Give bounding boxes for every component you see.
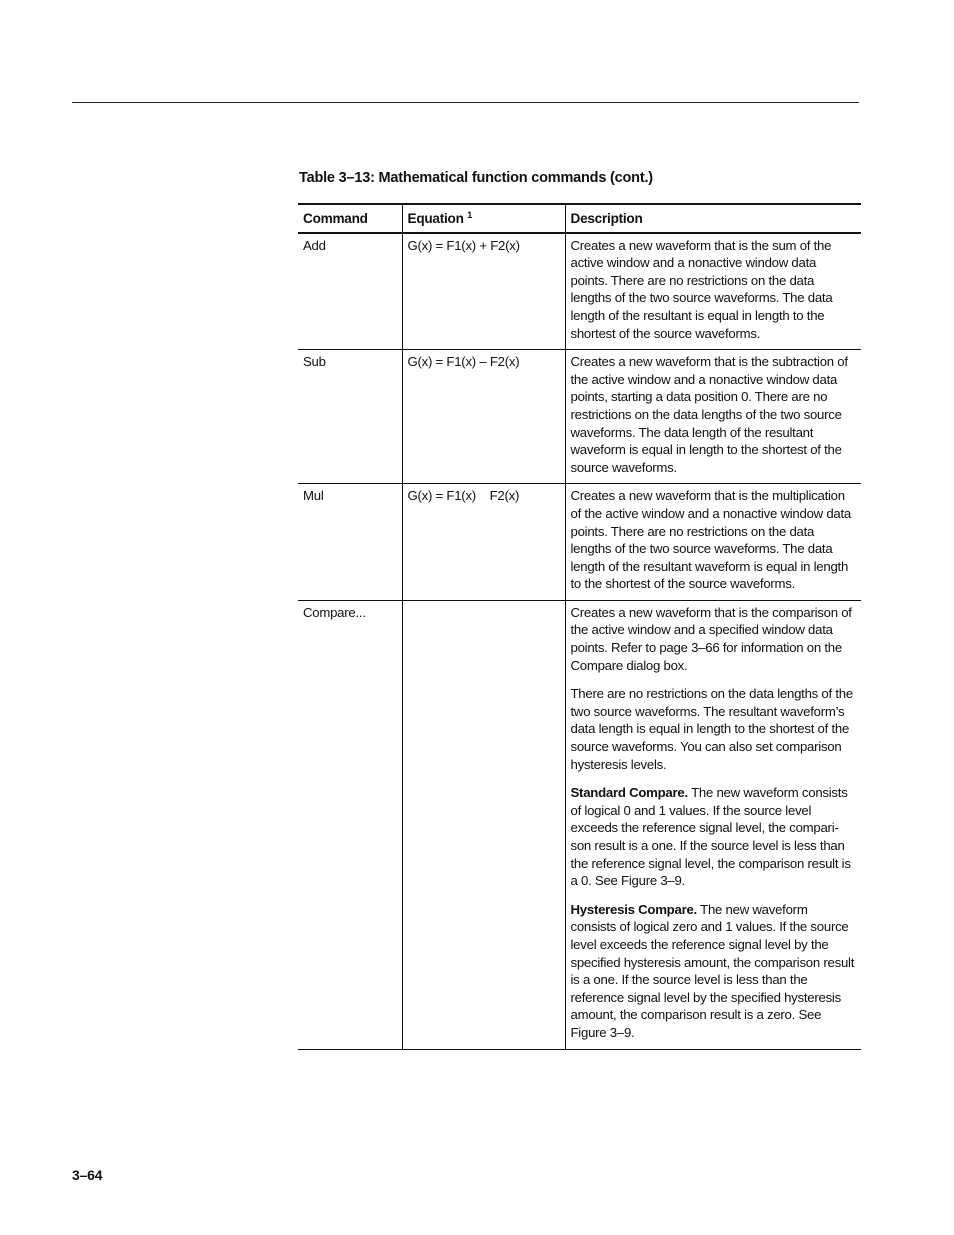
table-row [298,484,861,601]
command-cell: Compare... [298,600,402,1049]
description-paragraph [571,784,857,890]
description-text: The new waveform consists of logical zero and 1 values. If the source level exceeds the reference signal level by the specified hysteresis amount, the comparison result is a one. If the source level is less than the reference signal level by the specified hysteresis amount, the comparison result is a zero. See Figure 3–9. [570,901,855,1040]
command-cell: Mul [298,484,402,601]
header-equation [402,204,565,233]
table-row [298,350,861,484]
description-text: Creates a new waveform that is the comparison of the active window and a specified window data points. Refer to page 3–66 for information on the Compare dialog box. [570,604,852,673]
equation-cell: G(x) = F1(x) F2(x) [402,484,565,601]
equation-cell: G(x) = F1(x) + F2(x) [402,233,565,350]
description-cell [565,233,861,350]
table-body [298,233,861,1049]
description-text: Creates a new waveform that is the multiplication of the active window and a nonactive window data points. There are no restrictions on the data lengths of the two source waveforms. The data length of the resultant waveform is equal in length to the shortest of the source waveforms. [570,488,852,592]
table-row [298,600,861,1049]
description-paragraph [571,901,857,1042]
description-text: Creates a new waveform that is the subtraction of the active window and a nonactive window data points, starting a data position 0. There are no restrictions on the data lengths of the two source waveforms. The data length of the resultant waveform is equal in length to the shortest of the source waveforms. [570,354,848,475]
description-cell [565,350,861,484]
table-row [298,233,861,350]
footnote-marker: 1 [467,210,472,220]
equation-cell: G(x) = F1(x) – F2(x) [402,350,565,484]
description-paragraph [571,685,857,773]
commands-table-container [298,203,861,1050]
command-cell: Add [298,233,402,350]
description-text: There are no restrictions on the data lengths of the two source waveforms. The resultant waveform’s data length is equal in length to the shortest of the source waveforms. You can also set comparison hysteresis levels. [570,686,853,772]
page-number: 3–64 [72,1167,103,1183]
header-rule [72,102,859,103]
equation-cell [402,600,565,1049]
commands-table [298,203,861,1050]
header-command: Command [303,211,368,226]
description-cell [565,484,861,601]
description-lead: Hysteresis Compare. [570,901,697,917]
description-paragraph [571,604,857,674]
description-paragraph [571,237,857,343]
description-lead: Standard Compare. [570,785,688,801]
description-cell [565,600,861,1049]
table-header-row [298,204,861,233]
command-cell: Sub [298,350,402,484]
description-paragraph [571,353,857,476]
table-caption: Table 3–13: Mathematical function commands (cont.) [299,170,653,186]
header-equation-label: Equation [407,211,464,226]
description-text: The new waveform consists of logical 0 and 1 values. If the source level exceeds the reference signal level, the compari-son result is a one. If the source level is less than the reference signal level, the comparison result is a 0. See Figure 3–9. [570,785,851,889]
description-paragraph [571,487,857,593]
header-description: Description [565,204,861,233]
description-text: Creates a new waveform that is the sum of the active window and a nonactive window data points. There are no restrictions on the data lengths of the two source waveforms. The data length of the resultant is equal in length to the shortest of the source waveforms. [570,237,833,341]
